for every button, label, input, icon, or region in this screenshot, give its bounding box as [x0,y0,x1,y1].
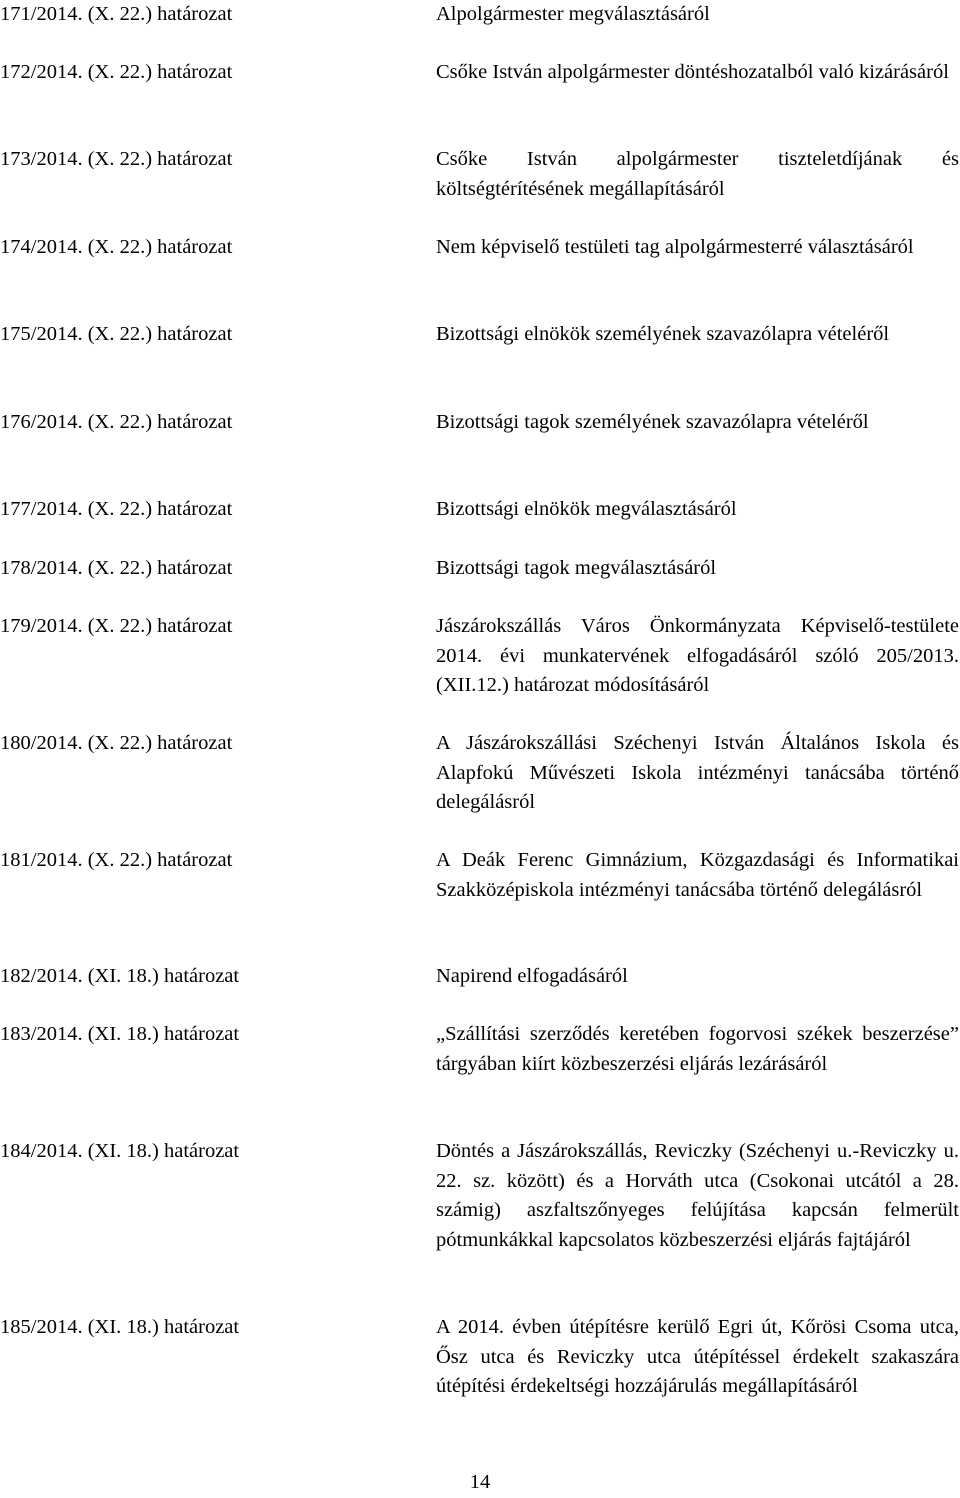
resolution-title: Csőke István alpolgármester tiszteletdíjának és költségtérítésének megállapításáról [436,148,959,200]
resolution-number: 183/2014. (XI. 18.) határozat [0,1023,240,1045]
resolution-number: 176/2014. (X. 22.) határozat [0,411,233,433]
resolution-number: 184/2014. (XI. 18.) határozat [0,1140,240,1162]
resolution-title: Döntés a Jászárokszállás, Reviczky (Széchenyi u.-Reviczky u. 22. sz. között) és a Horváth utca (Csokonai utcától a 28. számig) aszfaltszőnyeges felújítása kapcsán felmerült pótmunkákkal kapcsolatos közbeszerzési eljárás fajtájáról [436,1140,959,1251]
resolution-title: A 2014. évben útépítésre kerülő Egri út, Kőrösi Csoma utca, Ősz utca és Reviczky utca útépítéssel érdekelt szakaszára útépítési érdekeltségi hozzájárulás megállapításáról [436,1316,959,1397]
resolution-number: 174/2014. (X. 22.) határozat [0,236,233,258]
resolution-number: 181/2014. (X. 22.) határozat [0,849,233,871]
resolution-title: Bizottsági tagok személyének szavazólapra vételéről [436,411,869,433]
resolution-title: „Szállítási szerződés keretében fogorvosi székek beszerzése” tárgyában kiírt közbeszerzési eljárás lezárásáról [436,1023,959,1075]
page-number: 14 [469,1471,491,1493]
resolution-number: 171/2014. (X. 22.) határozat [0,3,233,25]
resolution-title: Jászárokszállás Város Önkormányzata Képviselő-testülete 2014. évi munkatervének elfogadásáról szóló 205/2013. (XII.12.) határozat módosításáról [436,615,959,696]
resolution-number: 180/2014. (X. 22.) határozat [0,732,233,754]
resolution-number: 182/2014. (XI. 18.) határozat [0,965,240,987]
resolution-title: Napirend elfogadásáról [436,965,628,987]
resolution-number: 173/2014. (X. 22.) határozat [0,148,233,170]
resolution-number: 179/2014. (X. 22.) határozat [0,615,233,637]
resolution-title: Bizottsági elnökök megválasztásáról [436,498,737,520]
resolution-number: 172/2014. (X. 22.) határozat [0,61,233,83]
resolution-title: Nem képviselő testületi tag alpolgármesterré választásáról [436,236,914,258]
resolution-title: Alpolgármester megválasztásáról [436,3,710,25]
resolution-number: 178/2014. (X. 22.) határozat [0,557,233,579]
resolution-number: 175/2014. (X. 22.) határozat [0,323,233,345]
resolution-title: Csőke István alpolgármester döntéshozatalból való kizárásáról [436,61,949,83]
resolution-title: A Jászárokszállási Széchenyi István Általános Iskola és Alapfokú Művészeti Iskola intézményi tanácsába történő delegálásról [436,732,959,813]
resolution-number: 185/2014. (XI. 18.) határozat [0,1316,240,1338]
resolution-title: A Deák Ferenc Gimnázium, Közgazdasági és Informatikai Szakközépiskola intézményi tanácsába történő delegálásról [436,849,959,901]
resolution-title: Bizottsági elnökök személyének szavazólapra vételéről [436,323,890,345]
resolution-title: Bizottsági tagok megválasztásáról [436,557,717,579]
resolution-number: 177/2014. (X. 22.) határozat [0,498,233,520]
